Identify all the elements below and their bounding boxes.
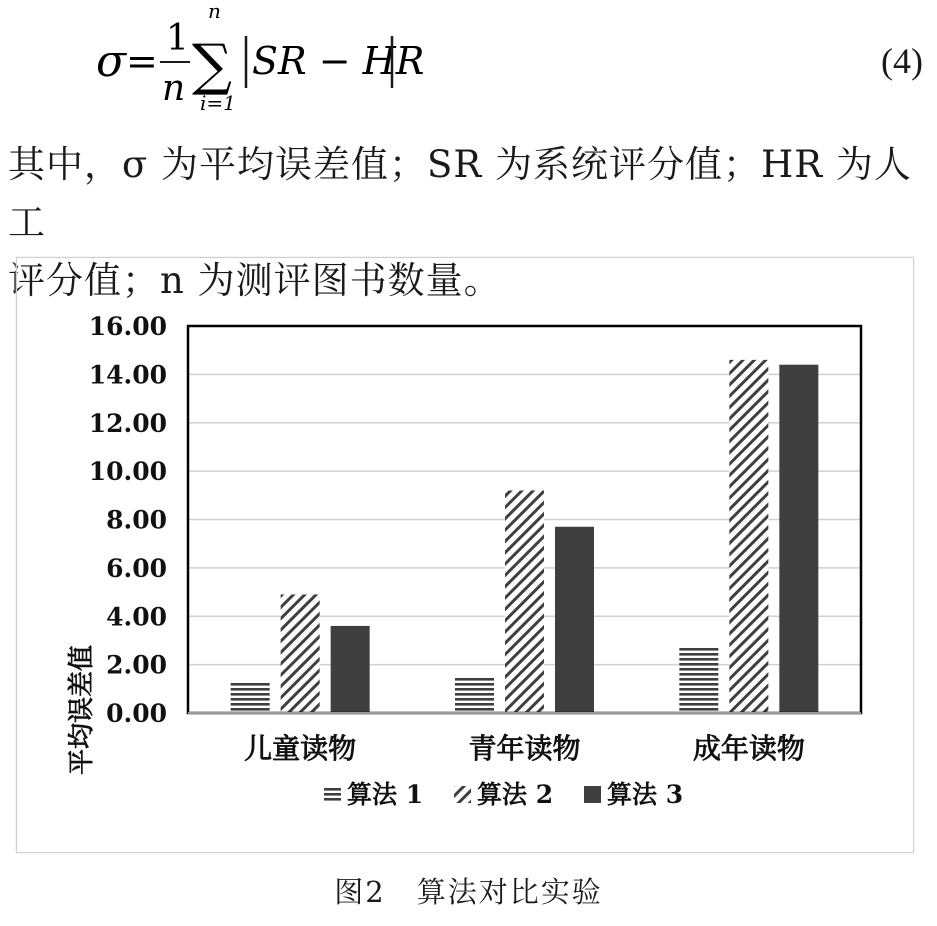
- x-category-labels: [244, 732, 805, 765]
- figure-caption: 图2 算法对比实验: [334, 875, 603, 909]
- bar-1-3: [679, 648, 718, 713]
- y-tick-label: 10.00: [88, 457, 167, 487]
- x-category-label: 儿童读物: [244, 732, 357, 765]
- bar-1-1: [231, 682, 270, 713]
- y-tick-label: 16.00: [88, 312, 167, 341]
- bar-3-2: [555, 527, 594, 713]
- y-tick-label: 12.00: [88, 408, 167, 438]
- equation-number: (4): [881, 41, 923, 81]
- y-tick-label: 6.00: [106, 553, 167, 583]
- formula-body: SR − HR: [252, 39, 425, 83]
- bar-chart: [17, 258, 913, 852]
- legend-swatch-1: [324, 786, 341, 803]
- bars: [231, 360, 819, 713]
- formula-frac-den: n: [162, 68, 186, 109]
- legend-label-3: 算法 3: [607, 780, 684, 809]
- y-tick-label: 4.00: [106, 602, 167, 632]
- legend-swatch-2: [454, 786, 471, 803]
- x-category-label: 青年读物: [468, 732, 581, 765]
- formula-equals: =: [126, 39, 158, 83]
- legend-label-1: 算法 1: [347, 780, 424, 809]
- paragraph-line-1: 其中，σ 为平均误差值；SR 为系统评分值；HR 为人工: [8, 143, 912, 244]
- y-tick-label: 14.00: [88, 360, 167, 390]
- bar-2-1: [281, 594, 320, 713]
- bar-3-1: [331, 626, 370, 713]
- legend-swatch-3: [584, 786, 601, 803]
- formula-4: [0, 0, 937, 122]
- formula-sum-lower: i=1: [200, 91, 236, 115]
- y-tick-label: 0.00: [106, 699, 167, 728]
- y-tick-label: 8.00: [106, 505, 167, 535]
- formula-frac-num: 1: [166, 18, 189, 59]
- legend: [324, 780, 683, 809]
- formula-sum-upper: n: [208, 0, 221, 23]
- y-axis-label: 平均误差值: [67, 644, 97, 776]
- legend-label-2: 算法 2: [477, 780, 554, 809]
- y-tick-labels: [89, 312, 167, 728]
- summation-icon: ∑: [192, 33, 232, 98]
- bar-2-3: [729, 360, 768, 713]
- y-tick-label: 2.00: [106, 650, 167, 680]
- paragraph-line-2: 评分值；n 为测评图书数量。: [8, 259, 502, 302]
- x-category-label: 成年读物: [692, 732, 805, 765]
- formula-svg: [0, 0, 937, 122]
- bar-3-3: [779, 365, 818, 713]
- bar-2-2: [505, 490, 544, 713]
- formula-sigma: σ: [96, 36, 127, 87]
- chart-frame: [16, 257, 914, 853]
- bar-1-2: [455, 677, 494, 713]
